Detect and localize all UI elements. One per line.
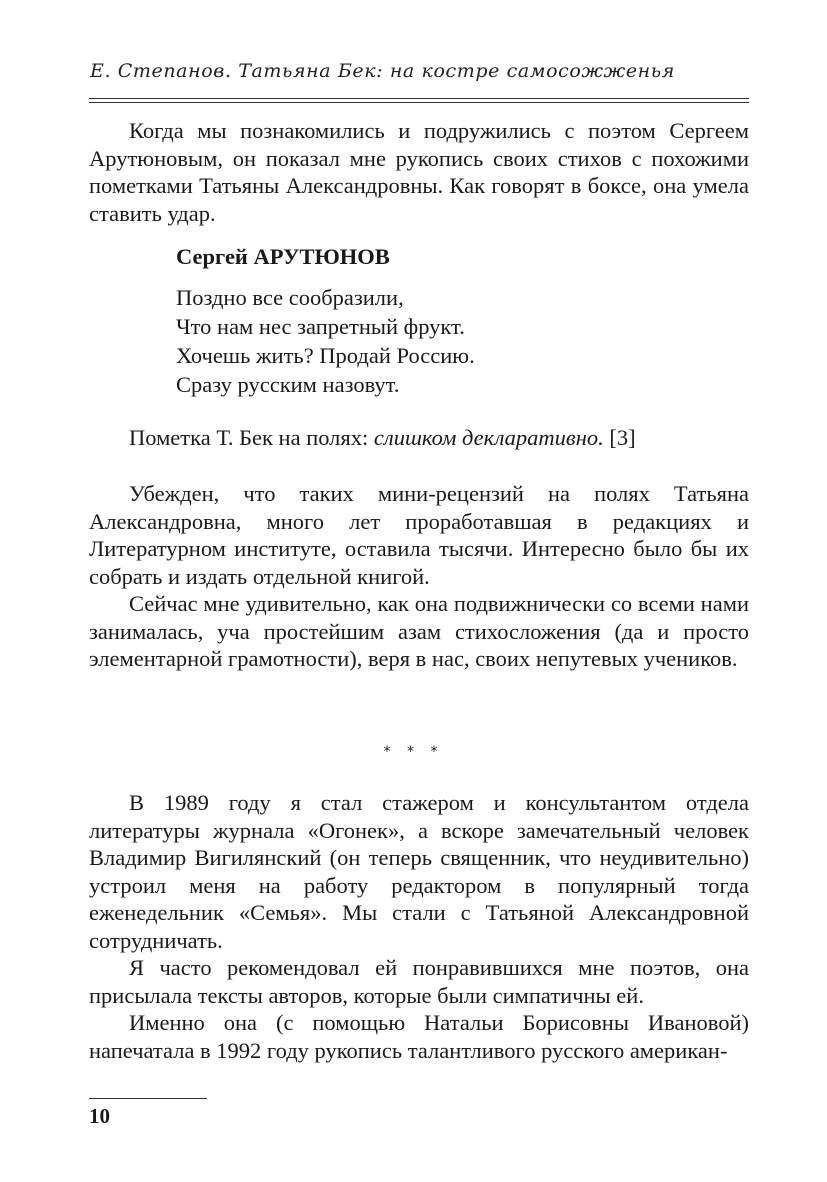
- poem-line: Сразу русским назовут.: [176, 372, 400, 397]
- running-header-title: Е. Степанов. Татьяна Бек: на костре самосожженья: [90, 60, 675, 82]
- paragraph: В 1989 году я стал стажером и консультантом отдела литературы журнала «Огонек», а вскоре замечательный человек Владимир Вигилянский (он теперь священник, что неудивительно) устроил меня на работу редактором в популярный тогда еженедельник «Семья». Мы стали с Татьяной Александровной сотрудничать.: [89, 790, 749, 953]
- text-block-middle: [89, 480, 749, 673]
- note-reference: [3]: [603, 425, 636, 450]
- page-number: 10: [89, 1104, 110, 1128]
- paragraph: Я часто рекомендовал ей понравившихся мне поэтов, она присылала тексты авторов, которые были симпатичны ей.: [89, 955, 749, 1008]
- margin-note: [129, 424, 636, 452]
- note-comment: слишком декларативно.: [373, 425, 604, 450]
- paragraph: Именно она (с помощью Натальи Борисовны Ивановой) напечатала в 1992 году рукопись талантливого русского американ-: [89, 1010, 749, 1063]
- poem-line: Поздно все сообразили,: [176, 285, 404, 310]
- paragraph: Убежден, что таких мини-рецензий на полях Татьяна Александровна, много лет проработавшая в редакциях и Литературном институте, оставила тысячи. Интересно было бы их собрать и издать отдельной книгой.: [89, 481, 749, 589]
- text-block-bottom: [89, 789, 749, 1064]
- poem-author: Сергей АРУТЮНОВ: [176, 244, 390, 269]
- text-block-top: [89, 117, 749, 227]
- header-rule-secondary: [89, 102, 749, 103]
- poem-block: [176, 242, 696, 399]
- header-rule: [89, 98, 749, 99]
- paragraph: Сейчас мне удивительно, как она подвижнически со всеми нами занималась, уча простейшим азам стихосложения (да и просто элементарной грамотности), веря в нас, своих непутевых учеников.: [89, 591, 749, 671]
- section-separator: * * *: [383, 744, 444, 760]
- footer-rule: [89, 1098, 207, 1099]
- paragraph: Когда мы познакомились и подружились с поэтом Сергеем Арутюновым, он показал мне рукопись своих стихов с похожими пометками Татьяны Александровны. Как говорят в боксе, она умела ставить удар.: [89, 118, 749, 226]
- note-prefix: Пометка Т. Бек на полях:: [129, 425, 374, 450]
- poem-line: Хочешь жить? Продай Россию.: [176, 343, 475, 368]
- poem-line: Что нам нес запретный фрукт.: [176, 314, 465, 339]
